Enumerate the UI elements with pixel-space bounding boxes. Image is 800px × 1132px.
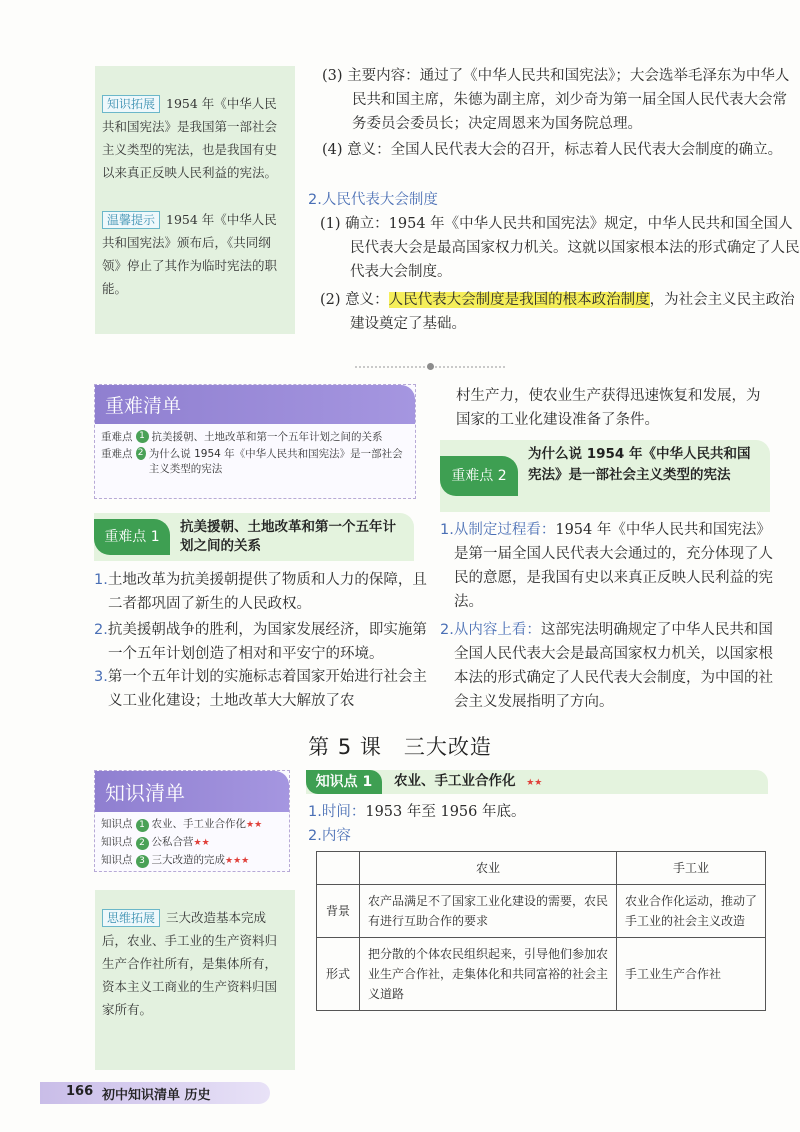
table-row [317,938,766,1011]
kp2-item-1-num: 1. [440,522,454,538]
knowledge-text-1: 农业、手工业合作化 [151,818,246,830]
kp1-item-2 [94,618,434,666]
tip-tag: 温馨提示 [102,211,160,229]
think-note [102,906,288,1021]
key-list-box [94,384,416,499]
knowledge-point-1-badge: 知识点 1 [306,770,382,794]
lesson-title: 第 5 课 三大改造 [308,735,492,759]
think-text: 三大改造基本完成后，农业、手工业的生产资料归生产合作社所有，是集体所有，资本主义工商业的生产资料归国家所有。 [102,910,278,1017]
knowledge-num-3: 3 [136,855,149,868]
kp1-item-2-text: 抗美援朝战争的胜利，为国家发展经济，即实施第一个五年计划创造了相对和平安宁的环境。 [107,622,427,662]
knowledge-point-1-stars: ★★ [526,778,543,788]
time-label: 1.时间： [308,804,366,820]
time-line [308,800,525,824]
table-cell-craft-form: 手工业生产合作社 [617,938,766,1011]
knowledge-prefix-3: 知识点 [101,854,133,866]
item-3-label: (3) 主要内容： [322,68,420,84]
sidebar-tip-note [102,208,288,300]
kp1-item-1 [94,568,434,616]
item-2-significance [320,288,800,336]
kp1-item-1-text: 土地改革为抗美援朝提供了物质和人力的保障，且二者都巩固了新生的人民政权。 [107,572,427,612]
knowledge-text-2: 公私合营 [151,836,194,848]
expand-tag: 知识拓展 [102,95,160,113]
table-header-blank [317,852,360,885]
item-2-label: (2) 意义： [320,292,389,308]
item-4-text: 全国人民代表大会的召开，标志着人民代表大会制度的确立。 [390,142,783,158]
key-list-row-2 [101,447,407,477]
knowledge-stars-2: ★★ [193,838,210,848]
knowledge-stars-3: ★★★ [225,856,250,866]
tip-text: 1954 年《中华人民共和国宪法》颁布后，《共同纲领》停止了其作为临时宪法的职能。 [102,212,278,296]
table-row-label-form: 形式 [317,938,360,1011]
key-list-text-1: 抗美援朝、土地改革和第一个五年计划之间的关系 [151,431,383,443]
kp2-item-2-text: 这部宪法明确规定了中华人民共和国全国人民代表大会是最高国家权力机关，以国家根本法的形式确定了人民代表大会制度，为中国的社会主义发展指明了方向。 [454,622,773,710]
time-text: 1953 年至 1956 年底。 [365,804,526,820]
divider-dot [427,363,434,370]
key-list-num-2: 2 [136,447,146,460]
item-1-text: 1954 年《中华人民共和国宪法》规定，中华人民共和国全国人民代表大会是最高国家权力机关。这就以国家根本法的形式确定了人民代表大会制度。 [350,216,800,280]
item-4-significance [322,138,800,162]
knowledge-row-3 [101,853,283,869]
table-cell-agri-form: 把分散的个体农民组织起来，引导他们参加农业生产合作社，走集体化和共同富裕的社会主义道路 [360,938,617,1011]
key-list-title: 重难清单 [95,385,415,424]
item-3-text: 通过了《中华人民共和国宪法》；大会选举毛泽东为中华人民共和国主席，朱德为副主席，刘少奇为第一届全国人民代表大会常务委员会委员长；决定周恩来为国务院总理。 [352,68,790,132]
kp1-item-1-num: 1. [94,572,108,588]
sidebar-expand-note [102,92,288,184]
kp1-badge: 重难点 1 [94,519,170,555]
key-list-prefix-1: 重难点 [101,431,133,443]
kp2-item-1 [440,518,784,614]
knowledge-num-2: 2 [136,837,149,850]
key-list-row-1 [101,430,407,445]
kp2-item-2-lead: 从内容上看： [453,622,541,638]
kp1-item-3 [94,665,434,713]
table-cell-craft-background: 农业合作化运动，推动了手工业的社会主义改造 [617,885,766,938]
item-2-rest: ，为社会主义民主政治建设奠定了基础。 [350,292,795,332]
table-header-agri: 农业 [360,852,617,885]
knowledge-point-1-title-text: 农业、手工业合作化 [394,773,516,789]
knowledge-row-1 [101,817,283,833]
knowledge-num-1: 1 [136,819,149,832]
kp1-continuation: 村生产力，使农业生产获得迅速恢复和发展，为国家的工业化建设准备了条件。 [456,388,761,428]
knowledge-prefix-2: 知识点 [101,836,133,848]
think-tag: 思维拓展 [102,909,160,927]
knowledge-list-box [94,770,290,872]
table-header-craft: 手工业 [617,852,766,885]
footer-book-title: 初中知识清单 历史 [102,1088,211,1103]
kp2-item-1-lead: 从制定过程看： [453,522,556,538]
item-4-label: (4) 意义： [322,142,391,158]
kp1-title: 抗美援朝、土地改革和第一个五年计划之间的关系 [180,519,396,554]
table-cell-agri-background: 农产品满足不了国家工业化建设的需要，农民有进行互助合作的要求 [360,885,617,938]
key-list-prefix-2: 重难点 [101,448,133,460]
kp1-item-3-text: 第一个五年计划的实施标志着国家开始进行社会主义工业化建设；土地改革大大解放了农 [107,669,427,709]
knowledge-prefix-1: 知识点 [101,818,133,830]
section-2-title: 2.人民代表大会制度 [308,192,438,208]
table-row [317,885,766,938]
knowledge-list-title: 知识清单 [95,771,289,812]
knowledge-text-3: 三大改造的完成 [151,854,225,866]
item-1-establishment [320,212,800,284]
cooperation-table [316,851,766,1011]
kp1-item-2-num: 2. [94,622,108,638]
kp2-item-2 [440,618,784,714]
kp2-badge: 重难点 2 [440,456,518,496]
knowledge-stars-1: ★★ [246,820,263,830]
table-header-row [317,852,766,885]
kp2-item-1-text: 1954 年《中华人民共和国宪法》是第一届全国人民代表大会通过的，充分体现了人民的意愿，是我国有史以来真正反映人民利益的宪法。 [454,522,773,610]
kp1-item-3-num: 3. [94,669,108,685]
knowledge-row-2 [101,835,283,851]
key-list-num-1: 1 [136,430,149,443]
kp2-item-2-num: 2. [440,622,454,638]
key-list-text-2: 为什么说 1954 年《中华人民共和国宪法》是一部社会主义类型的宪法 [148,448,403,475]
table-row-label-background: 背景 [317,885,360,938]
item-3-main-content [322,64,800,136]
kp2-title: 为什么说 1954 年《中华人民共和国宪法》是一部社会主义类型的宪法 [528,446,751,483]
footer-page-number: 166 [66,1084,94,1099]
expand-text: 1954 年《中华人民共和国宪法》是我国第一部社会主义类型的宪法，也是我国有史以来真正反映人民利益的宪法。 [102,96,278,180]
item-2-highlight: 人民代表大会制度是我国的根本政治制度 [388,292,650,308]
knowledge-point-1-title [394,772,542,793]
item-1-label: (1) 确立： [320,216,389,232]
content-label: 2.内容 [308,828,351,844]
